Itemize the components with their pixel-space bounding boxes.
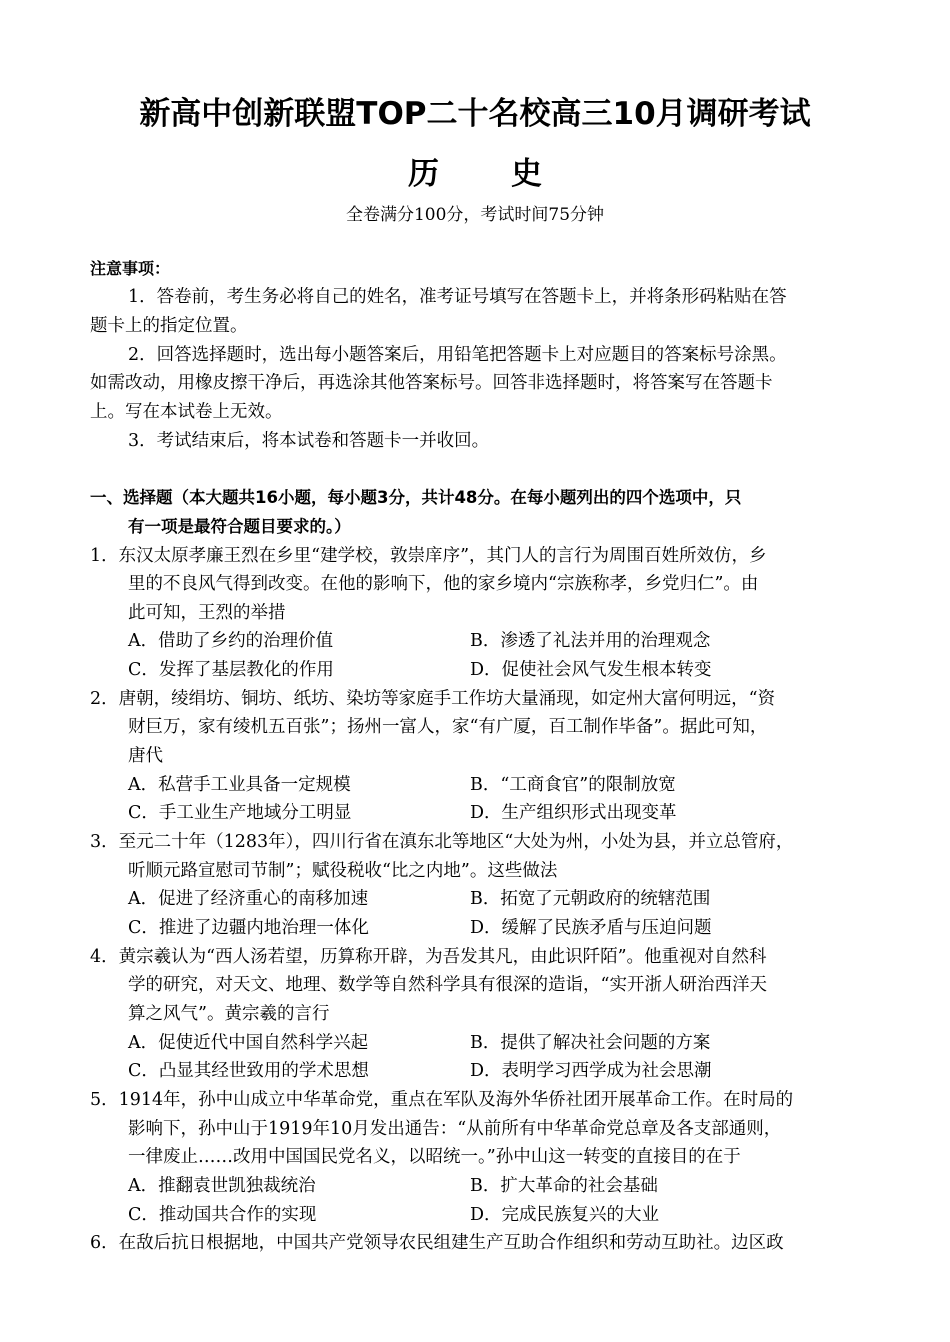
question-stem: 影响下，孙中山于1919年10月发出通告：“从前所有中华革命党总章及各支部通则，	[128, 1119, 782, 1139]
question-stem: 2．唐朝，绫绢坊、铜坊、纸坊、染坊等家庭手工作坊大量涌现，如定州大富何明远，“资	[90, 689, 776, 709]
option-a: A．推翻袁世凯独裁统治	[128, 1176, 316, 1196]
option-b: B．渗透了礼法并用的治理观念	[470, 631, 711, 651]
question-stem: 6．在敌后抗日根据地，中国共产党领导农民组建生产互助合作组织和劳动互助社。边区政	[90, 1233, 784, 1253]
option-d: D．缓解了民族矛盾与压迫问题	[470, 918, 712, 938]
exam-subject: 历史	[408, 156, 614, 192]
option-a: A．借助了乡约的治理价值	[128, 631, 334, 651]
section-heading: 一、选择题（本大题共16小题，每小题3分，共计48分。在每小题列出的四个选项中，只	[90, 488, 742, 507]
notice-line: 1．答卷前，考生务必将自己的姓名，准考证号填写在答题卡上，并将条形码粘贴在答	[128, 287, 787, 307]
option-a: A．促进了经济重心的南移加速	[128, 889, 369, 909]
option-b: B．“工商食官”的限制放宽	[470, 775, 676, 795]
question-stem: 算之风气”。黄宗羲的言行	[128, 1004, 330, 1024]
question-stem: 学的研究，对天文、地理、数学等自然科学具有很深的造诣，“实开浙人研治西洋天	[128, 975, 767, 995]
notice-line: 3．考试结束后，将本试卷和答题卡一并收回。	[128, 431, 490, 451]
notice-line: 如需改动，用橡皮擦干净后，再选涂其他答案标号。回答非选择题时，将答案写在答题卡	[90, 373, 773, 393]
question-stem: 5．1914年，孙中山成立中华革命党，重点在军队及海外华侨社团开展革命工作。在时局的	[90, 1090, 794, 1110]
question-stem: 1．东汉太原孝廉王烈在乡里“建学校，敦崇庠序”，其门人的言行为周围百姓所效仿，乡	[90, 546, 767, 566]
option-c: C．推动国共合作的实现	[128, 1205, 317, 1225]
question-stem: 4．黄宗羲认为“西人汤若望，历算称开辟，为吾发其凡，由此识阡陌”。他重视对自然科	[90, 947, 767, 967]
notice-line: 上。写在本试卷上无效。	[90, 402, 283, 422]
option-d: D．促使社会风气发生根本转变	[470, 660, 712, 680]
option-b: B．提供了解决社会问题的方案	[470, 1033, 711, 1053]
option-b: B．拓宽了元朝政府的统辖范围	[470, 889, 711, 909]
question-stem: 财巨万，家有绫机五百张”；扬州一富人，家“有广厦，百工制作毕备”。据此可知，	[128, 717, 768, 737]
option-d: D．表明学习西学成为社会思潮	[470, 1061, 712, 1081]
option-a: A．促使近代中国自然科学兴起	[128, 1033, 369, 1053]
option-a: A．私营手工业具备一定规模	[128, 775, 351, 795]
exam-title: 新高中创新联盟TOP二十名校高三10月调研考试	[139, 96, 811, 132]
question-stem: 里的不良风气得到改变。在他的影响下，他的家乡境内“宗族称孝，乡党归仁”。由	[128, 574, 759, 594]
question-stem: 3．至元二十年（1283年），四川行省在滇东北等地区“大处为州，小处为县，并立总管府，	[90, 832, 794, 852]
notice-heading: 注意事项：	[90, 259, 171, 278]
option-d: D．生产组织形式出现变革	[470, 803, 677, 823]
option-c: C．凸显其经世致用的学术思想	[128, 1061, 369, 1081]
question-stem: 一律废止……改用中国国民党名义，以昭统一。”孙中山这一转变的直接目的在于	[128, 1147, 741, 1167]
notice-line: 题卡上的指定位置。	[90, 316, 248, 336]
question-stem: 唐代	[128, 746, 163, 766]
exam-meta: 全卷满分100分，考试时间75分钟	[345, 205, 605, 225]
option-b: B．扩大革命的社会基础	[470, 1176, 658, 1196]
option-d: D．完成民族复兴的大业	[470, 1205, 660, 1225]
question-stem: 此可知，王烈的举措	[128, 603, 286, 623]
question-stem: 听顺元路宣慰司节制”；赋役税收“比之内地”。这些做法	[128, 861, 558, 881]
option-c: C．推进了边疆内地治理一体化	[128, 918, 369, 938]
option-c: C．手工业生产地域分工明显	[128, 803, 352, 823]
option-c: C．发挥了基层教化的作用	[128, 660, 334, 680]
notice-line: 2．回答选择题时，选出每小题答案后，用铅笔把答题卡上对应题目的答案标号涂黑。	[128, 345, 787, 365]
section-heading-cont: 有一项是最符合题目要求的。）	[128, 517, 351, 536]
